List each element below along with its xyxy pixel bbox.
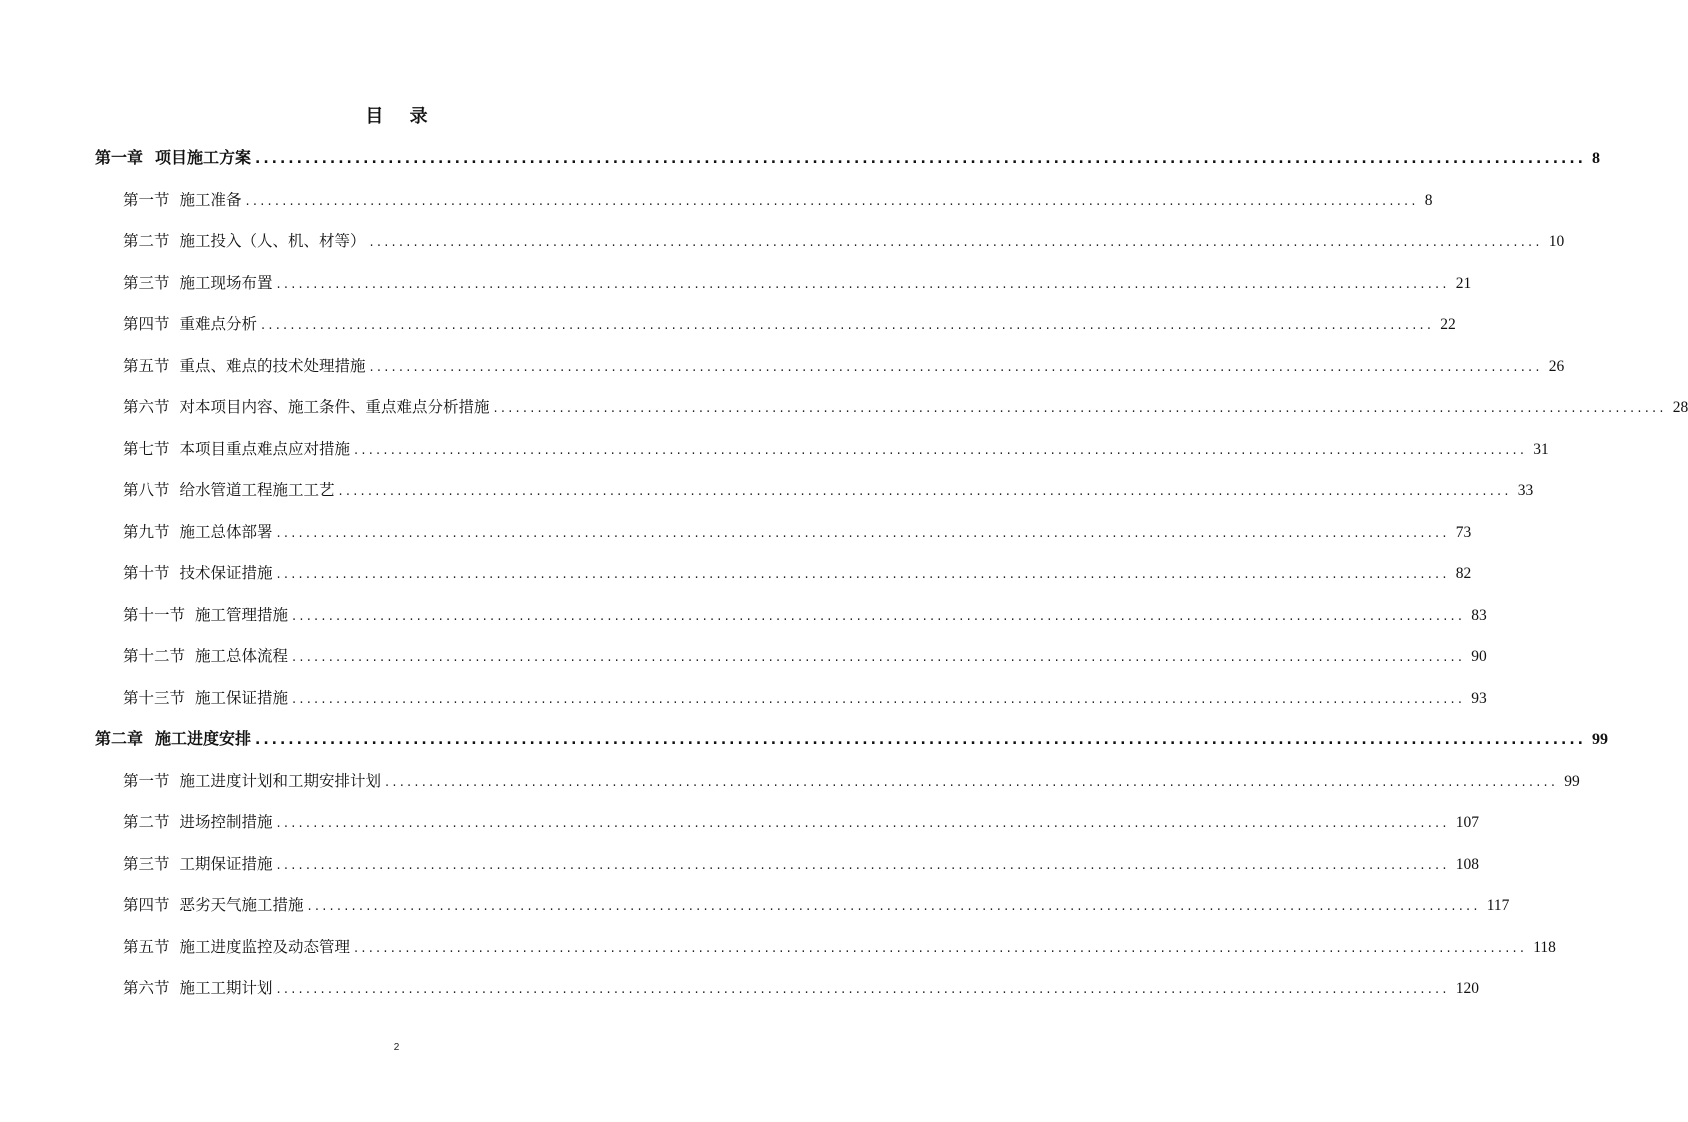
toc-entry-page: 73 [1455, 524, 1472, 541]
toc-entry-title: 施工管理措施 [195, 606, 289, 624]
toc-entry-number: 第二节 [123, 232, 170, 250]
toc-entry-number: 第三节 [123, 274, 170, 292]
toc-entry-number: 第五节 [123, 357, 170, 375]
toc-section-entry[interactable] [123, 436, 1549, 462]
toc-section-entry[interactable] [123, 643, 1487, 669]
toc-entry-title: 重难点分析 [179, 315, 258, 333]
toc-entry-title: 施工现场布置 [179, 274, 273, 292]
toc-section-entry[interactable] [123, 560, 1472, 586]
toc-entry-page: 90 [1471, 648, 1487, 665]
toc-title: 目 录 [365, 106, 438, 127]
toc-entry-label [95, 145, 251, 171]
toc-entry-label [123, 809, 273, 835]
toc-section-entry[interactable] [123, 851, 1479, 877]
toc-entry-label [123, 934, 350, 960]
toc-entry-label [123, 353, 366, 379]
toc-entry-page: 10 [1548, 233, 1565, 250]
toc-entry-label [123, 519, 273, 545]
toc-dot-leader: ................................................................................................................................................................ [245, 194, 1419, 209]
toc-entry-number: 第六节 [123, 979, 170, 997]
toc-dot-leader: ................................................................................................................................................................ [261, 318, 1435, 333]
toc-entry-label [123, 851, 273, 877]
toc-dot-leader: ................................................................................................................................................................ [369, 360, 1543, 375]
toc-entry-page: 99 [1591, 731, 1608, 748]
toc-entry-label [123, 436, 350, 462]
toc-entry-label [123, 975, 273, 1001]
toc-entry-title: 对本项目内容、施工条件、重点难点分析措施 [179, 398, 490, 416]
toc-entry-label [123, 768, 381, 794]
toc-entry-label [123, 394, 490, 420]
toc-entry-title: 重点、难点的技术处理措施 [179, 357, 366, 375]
toc-entry-page: 99 [1564, 773, 1580, 790]
toc-section-entry[interactable] [123, 934, 1556, 960]
toc-entry-page: 107 [1455, 814, 1479, 831]
toc-entry-page: 118 [1533, 939, 1556, 956]
toc-entry-title: 施工准备 [179, 191, 242, 209]
toc-entry-label [123, 643, 288, 669]
toc-section-entry[interactable] [123, 768, 1580, 794]
toc-entry-page: 31 [1533, 441, 1549, 458]
toc-entry-page: 26 [1548, 358, 1565, 375]
toc-section-entry[interactable] [123, 892, 1510, 918]
toc-dot-leader: ................................................................................................................................................................ [276, 567, 1450, 582]
toc-entry-title: 施工投入（人、机、材等） [179, 232, 366, 250]
toc-entry-label [95, 726, 251, 752]
toc-entry-number: 第十一节 [123, 606, 186, 624]
toc-entry-label [123, 270, 273, 296]
toc-entry-page: 8 [1591, 150, 1600, 167]
toc-entry-label [123, 685, 288, 711]
toc-entry-page: 21 [1455, 275, 1472, 292]
toc-section-entry[interactable] [123, 685, 1487, 711]
toc-entry-title: 施工总体部署 [179, 523, 273, 541]
toc-section-entry[interactable] [123, 394, 1688, 420]
toc-dot-leader: ................................................................................................................................................................ [292, 609, 1466, 624]
toc-entry-title: 恶劣天气施工措施 [179, 896, 304, 914]
toc-entry-label [123, 602, 288, 628]
toc-entry-label [123, 228, 366, 254]
toc-section-entry[interactable] [123, 187, 1433, 213]
toc-entry-title: 施工保证措施 [195, 689, 289, 707]
toc-entry-number: 第五节 [123, 938, 170, 956]
toc-entry-number: 第一节 [123, 772, 170, 790]
toc-entry-page: 83 [1471, 607, 1487, 624]
toc-entry-label [123, 560, 273, 586]
toc-entry-number: 第十二节 [123, 647, 186, 665]
toc-entry-number: 第十三节 [123, 689, 186, 707]
toc-entry-number: 第八节 [123, 481, 170, 499]
toc-entry-number: 第九节 [123, 523, 170, 541]
toc-entry-title: 施工工期计划 [179, 979, 273, 997]
toc-section-entry[interactable] [123, 519, 1472, 545]
toc-dot-leader: ................................................................................................................................................................ [338, 484, 1512, 499]
toc-dot-leader: ................................................................................................................................................................ [493, 401, 1667, 416]
toc-section-entry[interactable] [123, 353, 1565, 379]
toc-entry-number: 第四节 [123, 315, 170, 333]
toc-entry-page: 8 [1424, 192, 1433, 209]
toc-entry-number: 第一章 [95, 148, 144, 167]
toc-dot-leader: ................................................................................................................................................................ [292, 692, 1466, 707]
toc-entry-label [123, 311, 257, 337]
toc-entry-title: 技术保证措施 [179, 564, 273, 582]
toc-entry-title: 施工总体流程 [195, 647, 289, 665]
toc-section-entry[interactable] [123, 270, 1472, 296]
toc-dot-leader: ................................................................................................................................................................ [276, 816, 1450, 831]
toc-entry-page: 108 [1455, 856, 1479, 873]
toc-section-entry[interactable] [123, 602, 1487, 628]
toc-dot-leader: ................................................................................................................................................................ [369, 235, 1543, 250]
toc-entry-number: 第三节 [123, 855, 170, 873]
toc-entry-number: 第七节 [123, 440, 170, 458]
toc-entry-title: 进场控制措施 [179, 813, 273, 831]
toc-entry-title: 施工进度安排 [155, 729, 252, 748]
toc-entry-title: 项目施工方案 [155, 148, 252, 167]
toc-dot-leader: ................................................................................................................................................................ [276, 526, 1450, 541]
toc-entry-label [123, 187, 242, 213]
toc-entry-number: 第十节 [123, 564, 170, 582]
toc-entry-title: 施工进度监控及动态管理 [179, 938, 351, 956]
toc-entry-page: 117 [1486, 897, 1510, 914]
toc-section-entry[interactable] [123, 809, 1479, 835]
toc-entry-page: 28 [1672, 399, 1688, 416]
toc-entry-label [123, 892, 304, 918]
toc-section-entry[interactable] [123, 228, 1565, 254]
toc-section-entry[interactable] [123, 311, 1456, 337]
toc-entry-title: 工期保证措施 [179, 855, 273, 873]
toc-entry-number: 第二章 [95, 729, 144, 748]
toc-entry-label [123, 477, 335, 503]
toc-entry-title: 施工进度计划和工期安排计划 [179, 772, 382, 790]
toc-dot-leader: ................................................................................................................................................................ [354, 941, 1528, 956]
toc-dot-leader: ................................................................................................................................................................ [307, 899, 1481, 914]
toc-entry-title: 给水管道工程施工工艺 [179, 481, 335, 499]
toc-entry-page: 93 [1471, 690, 1487, 707]
toc-chapter-entry[interactable] [95, 145, 1600, 171]
toc-entry-title: 本项目重点难点应对措施 [179, 440, 351, 458]
toc-entry-page: 33 [1517, 482, 1534, 499]
toc-entry-number: 第一节 [123, 191, 170, 209]
toc-entry-number: 第四节 [123, 896, 170, 914]
toc-chapter-entry[interactable] [95, 726, 1608, 752]
toc-section-entry[interactable] [123, 975, 1479, 1001]
toc-entry-page: 22 [1440, 316, 1456, 333]
toc-entry-number: 第六节 [123, 398, 170, 416]
toc-dot-leader: ................................................................................................................................................................ [385, 775, 1559, 790]
toc-dot-leader: ................................................................................................................................................................ [255, 151, 1586, 167]
toc-entry-page: 82 [1455, 565, 1472, 582]
page-number: 2 [393, 1042, 400, 1053]
toc-entry-page: 120 [1455, 980, 1479, 997]
toc-dot-leader: ................................................................................................................................................................ [255, 732, 1586, 748]
toc-entry-number: 第二节 [123, 813, 170, 831]
toc-dot-leader: ................................................................................................................................................................ [276, 858, 1450, 873]
toc-dot-leader: ................................................................................................................................................................ [276, 277, 1450, 292]
toc-dot-leader: ................................................................................................................................................................ [292, 650, 1466, 665]
toc-dot-leader: ................................................................................................................................................................ [354, 443, 1528, 458]
toc-dot-leader: ................................................................................................................................................................ [276, 982, 1450, 997]
toc-section-entry[interactable] [123, 477, 1534, 503]
